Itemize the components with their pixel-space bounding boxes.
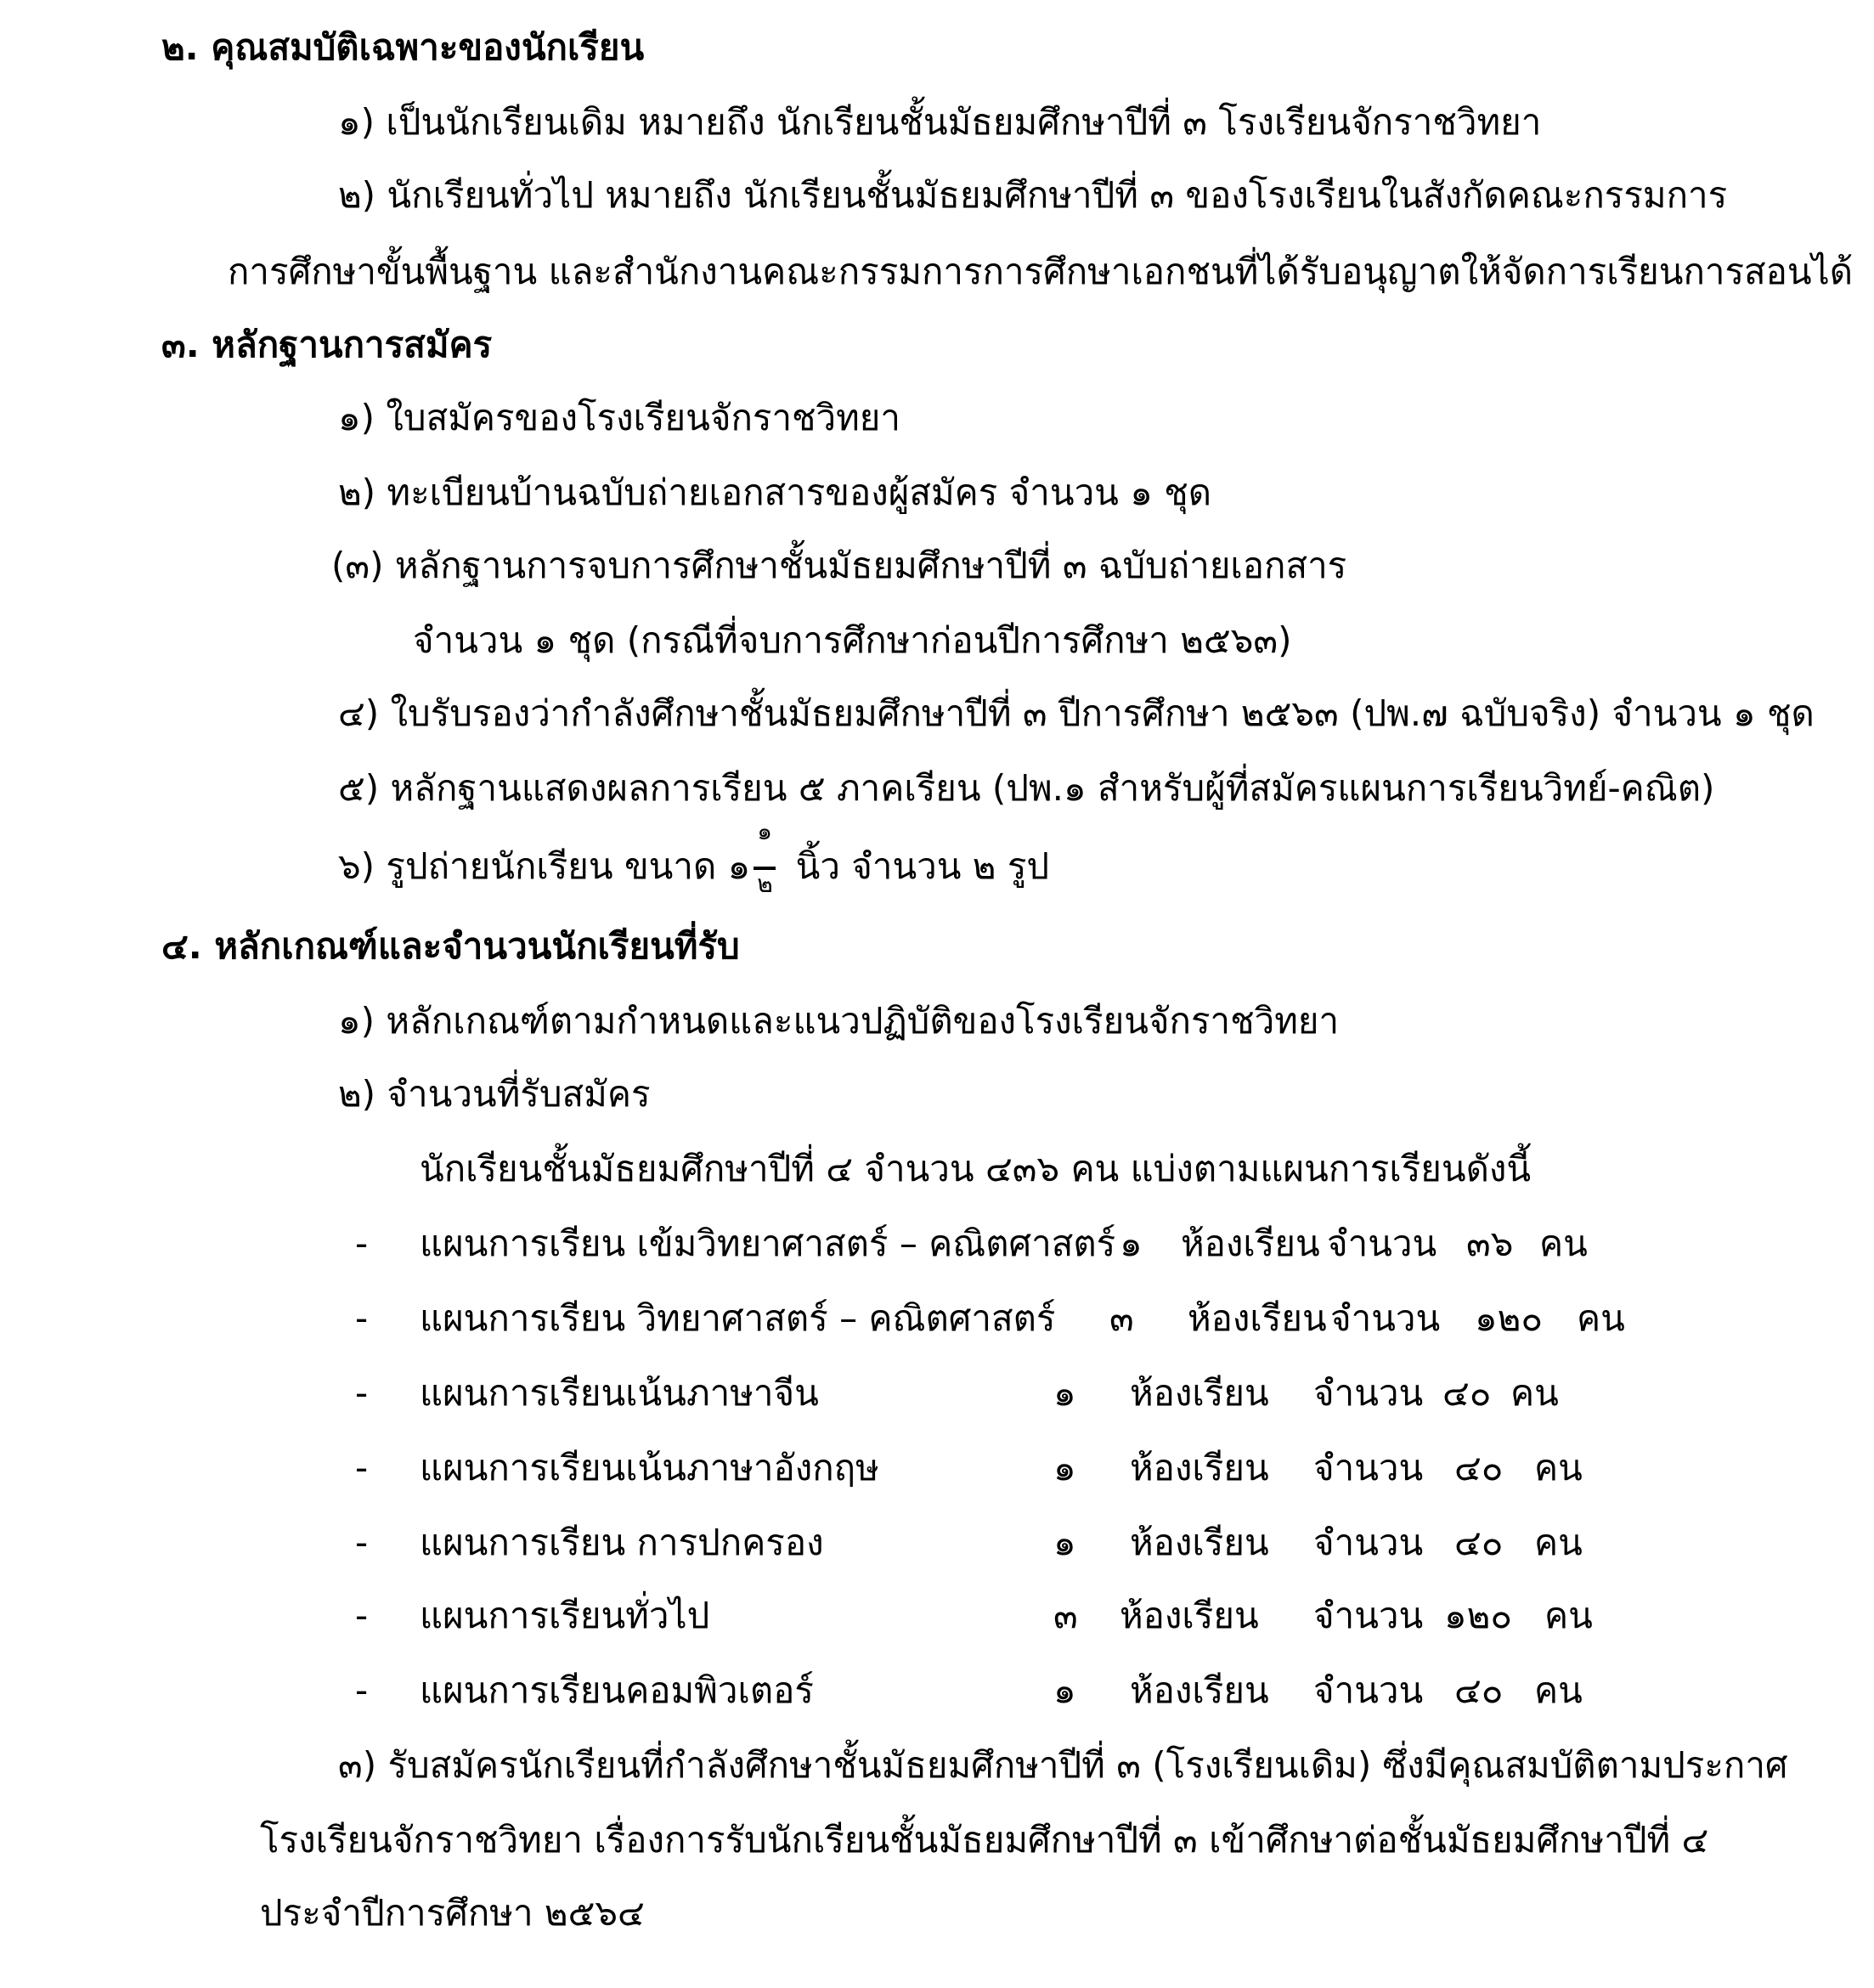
plan-count-label: จำนวน <box>1313 1447 1424 1488</box>
plan-name: แผนการเรียนทั่วไป <box>420 1595 710 1636</box>
plan-dash: - <box>355 1297 369 1339</box>
section-3-item-4: ๔) ใบรับรองว่ากำลังศึกษาชั้นมัธยมศึกษาปีที่ ๓ ปีการศึกษา ๒๕๖๓ (ปพ.๗ ฉบับจริง) จำนวน ๑ ชุด <box>338 692 1815 734</box>
section-2-item-1: ๑) เป็นนักเรียนเดิม หมายถึง นักเรียนชั้นมัธยมศึกษาปีที่ ๓ โรงเรียนจักราชวิทยา <box>338 101 1542 143</box>
plan-dash: - <box>355 1447 369 1488</box>
plan-dash: - <box>355 1522 369 1563</box>
plan-room-label: ห้องเรียน <box>1188 1297 1327 1339</box>
section-3-heading: ๓. หลักฐานการสมัคร <box>161 324 493 365</box>
plan-count-label: จำนวน <box>1313 1595 1424 1636</box>
section-3-item-3-continuation: จำนวน ๑ ชุด (กรณีที่จบการศึกษาก่อนปีการศึกษา ๒๕๖๓) <box>413 619 1292 661</box>
section-3-item-1: ๑) ใบสมัครของโรงเรียนจักราชวิทยา <box>338 397 900 438</box>
plan-room-label: ห้องเรียน <box>1130 1669 1269 1711</box>
plan-count-label: จำนวน <box>1327 1223 1437 1264</box>
plan-rooms: ๑ <box>1120 1223 1143 1264</box>
fraction-numerator: ๑ <box>757 817 773 845</box>
plan-count: ๑๒๐ <box>1444 1595 1512 1636</box>
plan-count-label: จำนวน <box>1330 1297 1441 1339</box>
plan-room-label: ห้องเรียน <box>1130 1447 1269 1488</box>
plan-row <box>0 1517 1874 1568</box>
plan-row <box>0 1368 1874 1419</box>
plan-rooms: ๓ <box>1109 1297 1134 1339</box>
section-4-item-1: ๑) หลักเกณฑ์ตามกำหนดและแนวปฏิบัติของโรงเรียนจักราชวิทยา <box>338 1000 1340 1042</box>
photo-size-suffix: นิ้ว จำนวน ๒ รูป <box>784 845 1050 887</box>
plan-count: ๔๐ <box>1454 1669 1504 1711</box>
fraction-half <box>752 817 777 898</box>
plan-dash: - <box>355 1223 369 1264</box>
plan-name: แผนการเรียนเน้นภาษาจีน <box>420 1372 819 1414</box>
plan-dash: - <box>355 1669 369 1711</box>
plan-count-label: จำนวน <box>1313 1372 1424 1414</box>
plan-room-label: ห้องเรียน <box>1181 1223 1320 1264</box>
plan-room-label: ห้องเรียน <box>1130 1372 1269 1414</box>
plan-unit: คน <box>1577 1297 1625 1339</box>
plan-name: แผนการเรียน เข้มวิทยาศาสตร์ – คณิตศาสตร์ <box>420 1223 1116 1264</box>
section-3-item-2: ๒) ทะเบียนบ้านฉบับถ่ายเอกสารของผู้สมัคร จำนวน ๑ ชุด <box>338 472 1212 513</box>
plan-room-label: ห้องเรียน <box>1120 1595 1259 1636</box>
plan-count: ๓๖ <box>1466 1223 1514 1264</box>
plan-row <box>0 1218 1874 1269</box>
plan-unit: คน <box>1510 1372 1559 1414</box>
section-4-heading: ๔. หลักเกณฑ์และจำนวนนักเรียนที่รับ <box>161 925 740 967</box>
section-4-item-3: ๓) รับสมัครนักเรียนที่กำลังศึกษาชั้นมัธยมศึกษาปีที่ ๓ (โรงเรียนเดิม) ซึ่งมีคุณสมบัติตามประกาศ <box>338 1744 1788 1786</box>
plan-count: ๑๒๐ <box>1475 1297 1543 1339</box>
plan-count-label: จำนวน <box>1313 1669 1424 1711</box>
section-4-item-3-line-2: โรงเรียนจักราชวิทยา เรื่องการรับนักเรียนชั้นมัธยมศึกษาปีที่ ๓ เข้าศึกษาต่อชั้นมัธยมศึกษาปีที่ ๔ <box>260 1819 1709 1861</box>
section-2-item-2-continuation: การศึกษาขั้นพื้นฐาน และสำนักงานคณะกรรมการการศึกษาเอกชนที่ได้รับอนุญาตให้จัดการเรียนการสอนได้ <box>228 251 1853 292</box>
plan-rooms: ๑ <box>1053 1372 1076 1414</box>
plan-row <box>0 1293 1874 1344</box>
plan-unit: คน <box>1534 1447 1583 1488</box>
plan-rooms: ๑ <box>1053 1522 1076 1563</box>
section-4-item-2: ๒) จำนวนที่รับสมัคร <box>338 1073 651 1115</box>
plan-count: ๔๐ <box>1454 1522 1504 1563</box>
section-3-item-6 <box>338 817 1050 898</box>
plan-rooms: ๓ <box>1053 1595 1078 1636</box>
plan-name: แผนการเรียนเน้นภาษาอังกฤษ <box>420 1447 879 1488</box>
section-2-item-2: ๒) นักเรียนทั่วไป หมายถึง นักเรียนชั้นมัธยมศึกษาปีที่ ๓ ของโรงเรียนในสังกัดคณะกรรมการ <box>338 174 1728 216</box>
plan-unit: คน <box>1544 1595 1593 1636</box>
plan-count: ๔๐ <box>1442 1372 1492 1414</box>
plan-unit: คน <box>1539 1223 1588 1264</box>
plan-unit: คน <box>1534 1522 1583 1563</box>
section-3-item-5: ๕) หลักฐานแสดงผลการเรียน ๕ ภาคเรียน (ปพ.๑ สำหรับผู้ที่สมัครแผนการเรียนวิทย์-คณิต) <box>338 767 1715 809</box>
plan-rooms: ๑ <box>1053 1447 1076 1488</box>
enrollment-summary: นักเรียนชั้นมัธยมศึกษาปีที่ ๔ จำนวน ๔๓๖ คน แบ่งตามแผนการเรียนดังนี้ <box>420 1148 1532 1189</box>
plan-room-label: ห้องเรียน <box>1130 1522 1269 1563</box>
plan-row <box>0 1590 1874 1641</box>
plan-rooms: ๑ <box>1053 1669 1076 1711</box>
photo-size-prefix: ๖) รูปถ่ายนักเรียน ขนาด ๑ <box>338 845 751 887</box>
section-4-item-3-line-3: ประจำปีการศึกษา ๒๕๖๔ <box>260 1892 645 1934</box>
plan-name: แผนการเรียน การปกครอง <box>420 1522 824 1563</box>
plan-unit: คน <box>1534 1669 1583 1711</box>
section-2-heading: ๒. คุณสมบัติเฉพาะของนักเรียน <box>161 26 645 68</box>
plan-name: แผนการเรียนคอมพิวเตอร์ <box>420 1669 814 1711</box>
plan-row <box>0 1665 1874 1716</box>
plan-dash: - <box>355 1372 369 1414</box>
plan-row <box>0 1443 1874 1494</box>
plan-count: ๔๐ <box>1454 1447 1504 1488</box>
plan-count-label: จำนวน <box>1313 1522 1424 1563</box>
section-3-item-3: (๓) หลักฐานการจบการศึกษาชั้นมัธยมศึกษาปีที่ ๓ ฉบับถ่ายเอกสาร <box>331 545 1347 586</box>
fraction-denominator: ๒ <box>757 870 773 898</box>
plan-dash: - <box>355 1595 369 1636</box>
plan-name: แผนการเรียน วิทยาศาสตร์ – คณิตศาสตร์ <box>420 1297 1056 1339</box>
